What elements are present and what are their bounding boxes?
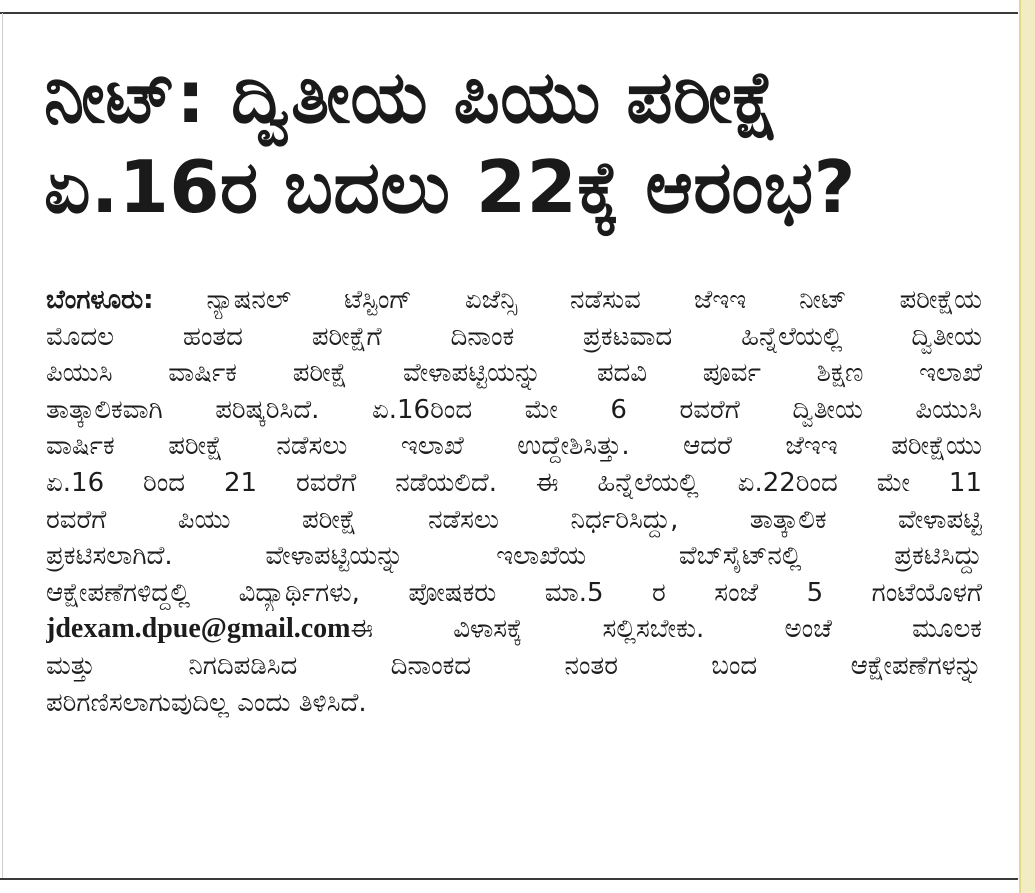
body-line-8: ಪ್ರಕಟಿಸಲಾಗಿದೆ. ವೇಳಾಪಟ್ಟಿಯನ್ನು ಇಲಾಖೆಯ ವೆಬ್‌ಸೈಟ್‌ನಲ್ಲಿ ಪ್ರಕಟಿಸಿದ್ದು — [46, 541, 982, 572]
body-line-1 — [46, 282, 982, 319]
left-rule — [2, 13, 3, 879]
dateline: ಬೆಂಗಳೂರು: — [46, 285, 154, 315]
body-line-12: ಪರಿಗಣಿಸಲಾಗುವುದಿಲ್ಲ ಎಂದು ತಿಳಿಸಿದೆ. — [46, 687, 367, 718]
headline — [44, 52, 974, 232]
body-line-6: ಏ.16 ರಿಂದ 21 ರವರೆಗೆ ನಡೆಯಲಿದೆ. ಈ ಹಿನ್ನೆಲೆಯಲ್ಲಿ ಏ.22ರಿಂದ ಮೇ 11 — [46, 467, 982, 498]
body-line-2: ಮೊದಲ ಹಂತದ ಪರೀಕ್ಷೆಗೆ ದಿನಾಂಕ ಪ್ರಕಟವಾದ ಹಿನ್ನೆಲೆಯಲ್ಲಿ ದ್ವಿತೀಯ — [46, 321, 982, 352]
page-margin-strip — [1019, 0, 1035, 893]
body-line-11: ಮತ್ತು ನಿಗದಿಪಡಿಸಿದ ದಿನಾಂಕದ ನಂತರ ಬಂದ ಆಕ್ಷೇಪಣೆಗಳನ್ನು — [46, 650, 982, 681]
bottom-rule — [0, 878, 1018, 880]
email-address: jdexam.dpue@gmail.com — [46, 613, 351, 645]
body-line-5: ವಾರ್ಷಿಕ ಪರೀಕ್ಷೆ ನಡೆಸಲು ಇಲಾಖೆ ಉದ್ದೇಶಿಸಿತ್ತು. ಆದರೆ ಜೆಇಇ ಪರೀಕ್ಷೆಯು — [46, 431, 982, 462]
headline-line-2: ಏ.16ರ ಬದಲು 22ಕ್ಕೆ ಆರಂಭ? — [44, 145, 856, 229]
body-line-9: ಆಕ್ಷೇಪಣೆಗಳಿದ್ದಲ್ಲಿ ವಿದ್ಯಾರ್ಥಿಗಳು, ಪೋಷಕರು ಮಾ.5 ರ ಸಂಜೆ 5 ಗಂಟೆಯೊಳಗೆ — [46, 577, 982, 608]
body-line-1-text: ನ್ಯಾಷನಲ್ ಟೆಸ್ಟಿಂಗ್ ಏಜೆನ್ಸಿ ನಡೆಸುವ ಜೆಇಇ ನೀಟ್ ಪರೀಕ್ಷೆಯ — [153, 285, 982, 315]
body-line-10-text: ಈ ವಿಳಾಸಕ್ಕೆ ಸಲ್ಲಿಸಬೇಕು. ಅಂಚೆ ಮೂಲಕ — [350, 614, 982, 645]
body-line-7: ರವರೆಗೆ ಪಿಯು ಪರೀಕ್ಷೆ ನಡೆಸಲು ನಿರ್ಧರಿಸಿದ್ದು, ತಾತ್ಕಾಲಿಕ ವೇಳಾಪಟ್ಟಿ — [46, 504, 982, 535]
top-rule — [0, 12, 1018, 14]
body-line-4: ತಾತ್ಕಾಲಿಕವಾಗಿ ಪರಿಷ್ಕರಿಸಿದೆ. ಏ.16ರಿಂದ ಮೇ 6 ರವರೆಗೆ ದ್ವಿತೀಯ ಪಿಯುಸಿ — [46, 394, 982, 425]
headline-line-1: ನೀಟ್: ದ್ವಿತೀಯ ಪಿಯು ಪರೀಕ್ಷೆ — [44, 55, 780, 139]
article-body — [46, 282, 982, 721]
body-line-3: ಪಿಯುಸಿ ವಾರ್ಷಿಕ ಪರೀಕ್ಷೆ ವೇಳಾಪಟ್ಟಿಯನ್ನು ಪದವಿ ಪೂರ್ವ ಶಿಕ್ಷಣ ಇಲಾಖೆ — [46, 358, 982, 389]
body-line-10 — [46, 611, 982, 648]
